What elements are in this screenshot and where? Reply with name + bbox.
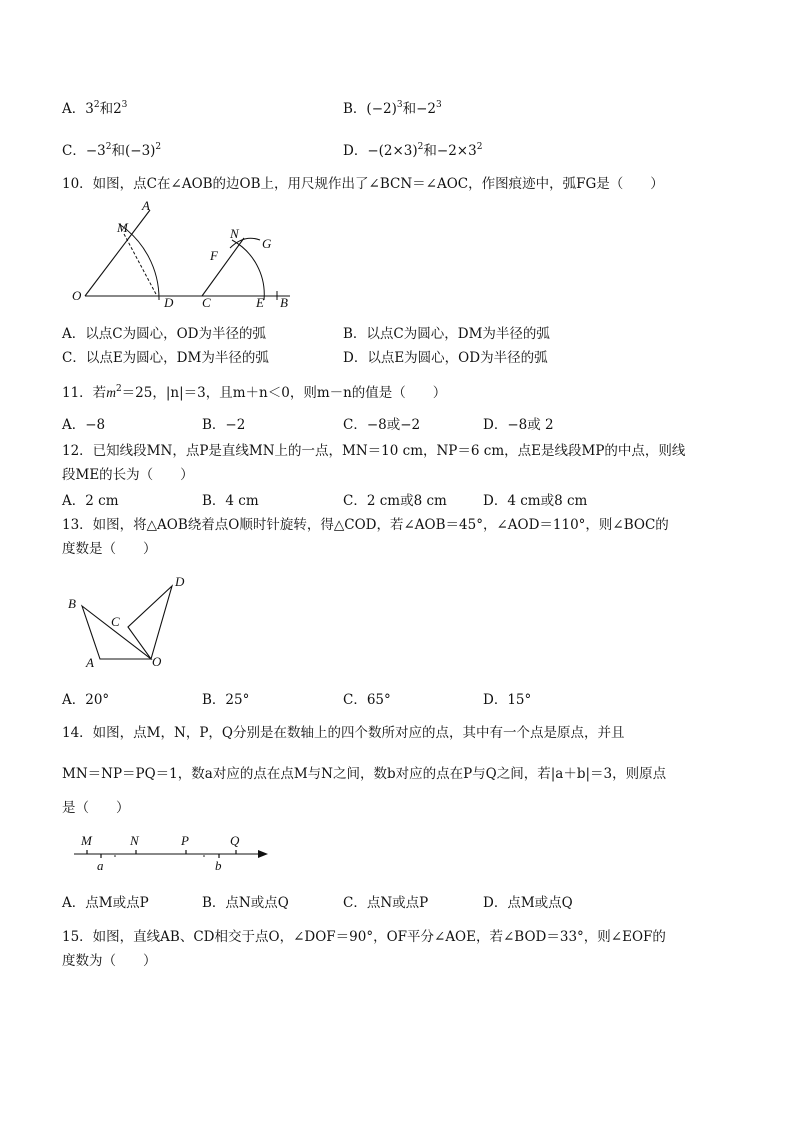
q14-option-b: B．点N或点Q [202,895,289,911]
q9-b-exp2: 3 [436,100,442,110]
q9-d-part2: −2×3 [436,143,477,159]
q9-c-exp1: 2 [105,142,112,152]
q10-option-a: A．以点C为圆心，OD为半径的弧 [62,326,266,342]
q9-b-and: 和 [402,101,417,117]
q13-option-d: D．15° [483,692,532,708]
q14-stem-line1: 14．如图，点M，N，P，Q分别是在数轴上的四个数所对应的点，其中有一个点是原点，并且 [62,725,625,741]
q9-b-part1: (−2) [366,101,397,117]
q9-option-c [62,142,161,160]
q10-stem: 10．如图，点C在∠AOB的边OB上，用尺规作出了∠BCN＝∠AOC，作图痕迹中，弧FG是（ ） [62,176,664,192]
q13-stem-line1: 13．如图，将△AOB绕着点O顺时针旋转，得△COD，若∠AOB＝45°，∠AOD＝110°，则∠BOC的 [62,517,669,533]
q9-a-label: A． [62,101,86,117]
q11-stem-m: m [106,385,116,400]
q12-option-a: A．2 cm [62,493,119,509]
q14-dot-mid [114,855,116,857]
q9-d-exp1: 2 [417,142,424,152]
q13-label-b: B [68,596,76,611]
q9-b-label: B． [343,101,367,117]
q9-a-base2: 2 [113,101,122,117]
q12-option-d: D．4 cm或8 cm [483,493,588,509]
q12-option-b: B．4 cm [202,493,259,509]
q9-a-and: 和 [99,101,114,117]
q11-stem-rest: ＝25，|n|＝3，且m＋n＜0，则m－n的值是（ ） [121,385,447,401]
q9-c-label: C． [62,143,86,159]
q11-option-a: A．−8 [62,417,106,433]
q13-figure [62,570,202,675]
q14-option-d: D．点M或点Q [483,895,573,911]
q14-dot-mid2 [203,855,205,857]
q9-c-and: 和 [111,143,125,159]
q10-arc-fg [232,240,264,300]
q13-stem-line2: 度数是（ ） [62,541,157,557]
q9-option-b [343,100,442,118]
q9-c-exp2: 2 [155,142,162,152]
q13-option-a: A．20° [62,692,110,708]
q13-option-b: B．25° [202,692,250,708]
q13-label-a: A [86,655,94,670]
q13-option-c: C．65° [343,692,391,708]
q11-stem [62,384,446,402]
q10-label-n: N [230,226,239,241]
q10-label-m: M [117,220,128,235]
q9-option-a [62,100,127,118]
q9-b-part2: −2 [416,101,436,117]
q9-c-part1: −3 [85,143,106,159]
q10-option-c: C．以点E为圆心，DM为半径的弧 [62,350,269,366]
q12-stem-line1: 12．已知线段MN，点P是直线MN上的一点，MN＝10 cm，NP＝6 cm，点E是线段MP的中点，则线 [62,443,686,459]
q9-d-exp2: 2 [476,142,483,152]
q10-label-f: F [210,248,218,263]
q10-label-c: C [202,295,211,310]
q14-label-a: a [97,858,104,873]
q10-option-b: B．以点C为圆心，DM为半径的弧 [343,326,550,342]
q9-option-d [343,142,482,160]
q10-option-d: D．以点E为圆心，OD为半径的弧 [343,350,548,366]
q9-d-label: D． [343,143,368,159]
q10-label-o: O [72,288,82,303]
q13-label-d: D [175,574,185,589]
q14-number-line [62,828,272,878]
q9-a-exp2: 3 [121,100,128,110]
q10-ray-cn [202,238,244,296]
q12-stem-line2: 段ME的长为（ ） [62,467,194,483]
q9-d-and: 和 [423,143,437,159]
q14-stem-line2: MN＝NP＝PQ＝1，数a对应的点在点M与N之间，数b对应的点在P与Q之间，若|a＋b|＝3，则原点 [62,766,667,782]
q14-axis-arrow [258,850,268,858]
q10-label-b: B [280,295,288,310]
q9-a-base1: 3 [85,101,94,117]
q11-option-c: C．−8或−2 [343,417,421,433]
q10-label-d: D [164,295,174,310]
q10-label-g: G [262,236,272,251]
q12-option-c: C．2 cm或8 cm [343,493,447,509]
q11-option-d: D．−8或 2 [483,417,554,433]
q10-figure [62,198,302,313]
q14-label-b: b [215,858,222,873]
q9-a-exp1: 2 [93,100,100,110]
q9-b-exp1: 3 [396,100,403,110]
q13-triangle-cod [128,586,172,659]
q15-stem-line2: 度数为（ ） [62,953,157,969]
q13-label-o: O [152,654,162,669]
q11-option-b: B．−2 [202,417,246,433]
q14-label-p: P [181,833,189,848]
q14-label-q: Q [230,833,240,848]
q15-stem-line1: 15．如图，直线AB、CD相交于点O，∠DOF＝90°，OF平分∠AOE，若∠BOD＝33°，则∠EOF的 [62,929,666,945]
q10-label-a: A [142,198,150,213]
q14-option-a: A．点M或点P [62,895,149,911]
q14-label-n: N [130,833,139,848]
q10-label-e: E [256,295,264,310]
q11-stem-prefix: 11．若 [62,385,107,401]
q11-stem-exp: 2 [115,384,122,394]
q14-label-m: M [81,833,92,848]
q9-c-part2: (−3) [124,143,156,159]
q13-label-c: C [111,614,120,629]
q14-stem-line3: 是（ ） [62,800,130,816]
q9-d-part1: −(2×3) [367,143,418,159]
q14-option-c: C．点N或点P [343,895,429,911]
